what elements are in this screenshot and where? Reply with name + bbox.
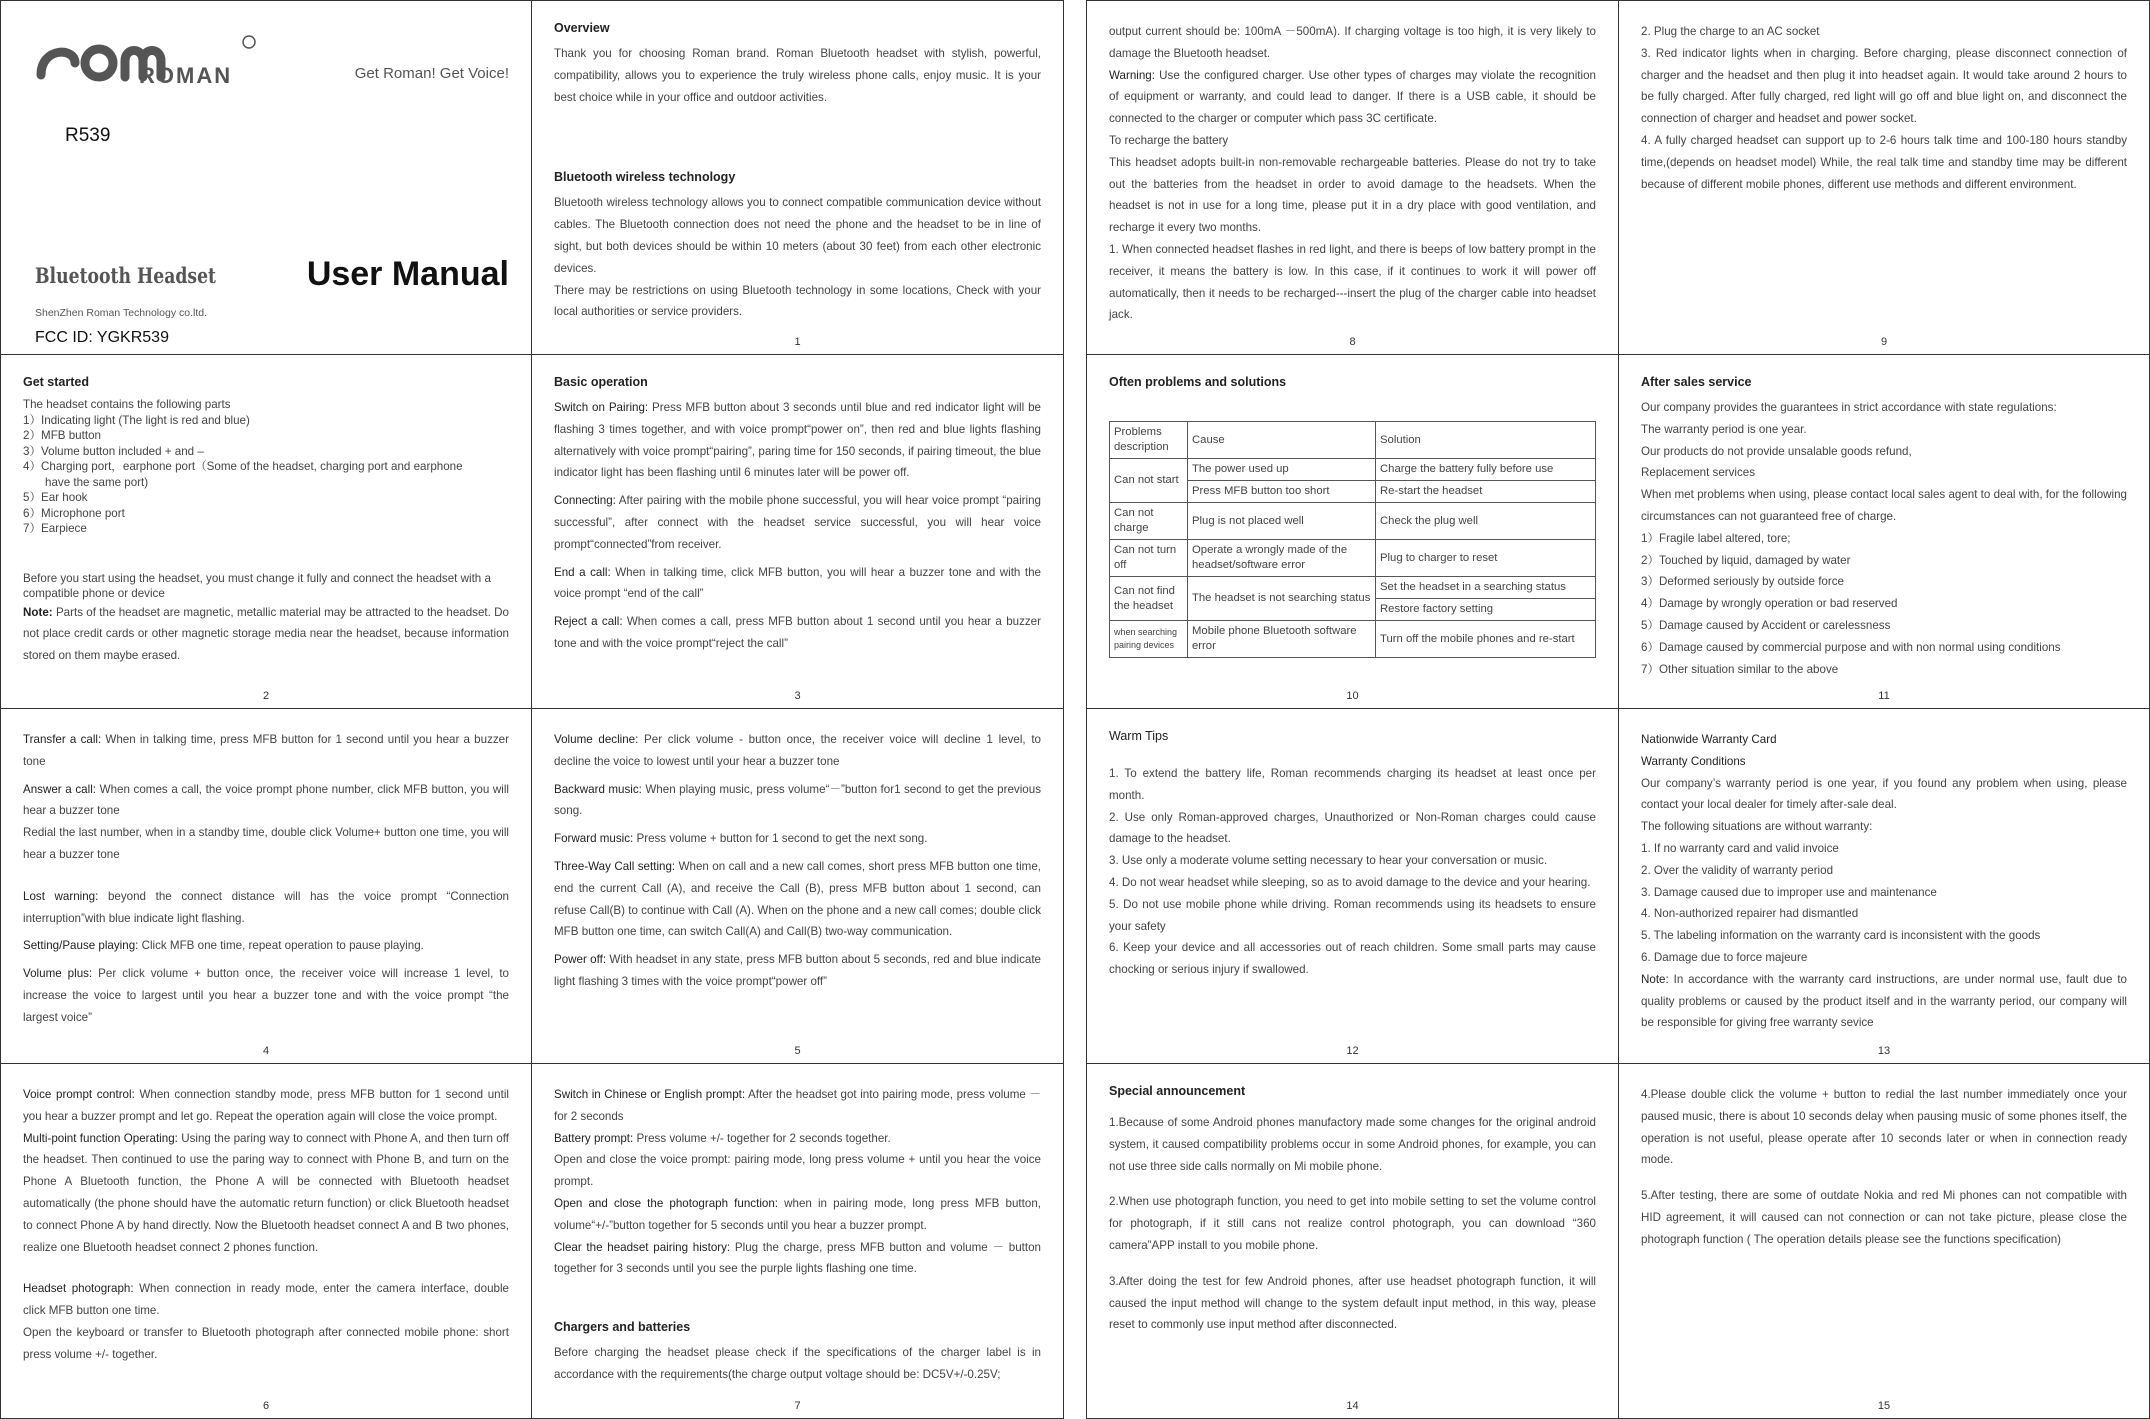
problems-table xyxy=(1109,421,1596,658)
warranty-conditions: Warranty Conditions xyxy=(1641,754,1746,768)
table-cell: Can not find the headset xyxy=(1110,577,1188,621)
label: Volume plus: xyxy=(23,967,93,981)
list-item: 6）Damage caused by commercial purpose and with non normal using conditions xyxy=(1641,640,2061,654)
list-item: 7）Earpiece xyxy=(23,522,87,535)
page-5 xyxy=(531,708,1064,1064)
note-text: In accordance with the warranty card instructions, are under normal use, fault due to quality problems or caused by the product itself and in the warranty period, our company will be responsible for giving free warranty sevice xyxy=(1641,972,2127,1030)
text: Per click volume - button once, the receiver voice will decline 1 level, to decline the voice to lowest until your hear a buzzer tone xyxy=(554,733,1042,768)
text: Press volume +/- together for 2 seconds together. xyxy=(633,1131,891,1145)
volume-plus xyxy=(23,963,509,1028)
service-text: When met problems when using, please contact local sales agent to deal with, for the following circumstances can not guaranteed free of charge. xyxy=(1641,488,2127,523)
list-item: 6. Keep your device and all accessories out of reach children. Some small parts may cause chocking or serious injury if swallowed. xyxy=(1109,941,1596,977)
voice-prompt-toggle: Open and close the voice prompt: pairing mode, long press volume + until you hear the voice prompt. xyxy=(554,1153,1041,1189)
page-number: 2 xyxy=(262,690,270,702)
page-8 xyxy=(1086,0,1619,355)
label: Reject a call: xyxy=(554,615,623,629)
header-cell: Cause xyxy=(1188,422,1376,459)
battery-text: This headset adopts built-in non-removable rechargeable batteries. Please do not try to take out the batteries from the headset in order to avoid damage to the headsets. When the headset is not in use for a long time, please put it in a dry place with good ventilation, and recharge it every two months. xyxy=(1109,155,1596,235)
manual-title: User Manual xyxy=(306,255,509,293)
text: When in talking time, press MFB button for 1 second until you hear a buzzer tone xyxy=(23,733,509,768)
label: Connecting: xyxy=(554,494,616,508)
text: When comes a call, the voice prompt phone number, click MFB button, you will hear a buzzer tone xyxy=(23,782,509,818)
table-cell: Re-start the headset xyxy=(1376,481,1596,503)
page-3 xyxy=(531,354,1064,709)
list-item: 2）Touched by liquid, damaged by water xyxy=(1641,553,1851,567)
list-item: 2）MFB button xyxy=(23,429,101,442)
announcement-2: 2.When use photograph function, you need to get into mobile setting to set the volume control for photograph, if it still cans not realize control photograph, you can download “360 camera”APP install to you mobile phone. xyxy=(1109,1195,1596,1252)
label: End a call: xyxy=(554,565,611,579)
heading-after-sales: After sales service xyxy=(1641,375,1752,389)
table-row xyxy=(1110,621,1596,658)
transfer-a-call xyxy=(23,729,509,773)
table-row xyxy=(1110,540,1596,577)
table-cell: Set the headset in a searching status xyxy=(1376,577,1596,599)
connecting xyxy=(554,490,1041,555)
voice-prompt-control xyxy=(23,1084,509,1128)
announcement-1: 1.Because of some Android phones manufactory made some changes for the original android system, it caused compatibility problems occur in some Android phones, for example, you can not use three side calls normally on Mi mobile phone. xyxy=(1109,1116,1596,1173)
list-item: 5）Ear hook xyxy=(23,491,88,504)
brand-word: ROMAN xyxy=(139,63,233,88)
text: After pairing with the mobile phone successful, you will hear voice prompt “pairing successful”, after connect with the headset service successful, you will hear voice prompt“connected”from receiver. xyxy=(554,494,1041,551)
list-item: 2. Use only Roman-approved charges, Unauthorized or Non-Roman charges could cause damage to the headset. xyxy=(1109,810,1596,846)
list-item: 4. Do not wear headset while sleeping, so as to avoid damage to the device and your hearing. xyxy=(1109,875,1591,889)
text: when in pairing mode, long press MFB button, volume“+/-”button together for 5 seconds until you hear a buzzer prompt. xyxy=(554,1196,1041,1232)
charge-step-4: 4. A fully charged headset can support up to 2-6 hours talk time and 100-180 hours standby time,(depends on headset model) While, the real talk time and standby time may be different because of different mobile phones, different use methods and different environment. xyxy=(1641,133,2127,191)
label: Switch on Pairing: xyxy=(554,401,649,414)
list-item: 6. Damage due to force majeure xyxy=(1641,950,1808,964)
charger-spec-text: output current should be: 100mA －500mA). If charging voltage is too high, it is very likely to damage the Bluetooth headset. xyxy=(1109,25,1596,60)
volume-decline xyxy=(554,729,1041,773)
label: Multi-point function Operating: xyxy=(23,1131,178,1145)
warning-label: Warning: xyxy=(1109,68,1155,82)
list-item: 1. To extend the battery life, Roman recommends charging its headset at least once per month. xyxy=(1109,767,1596,802)
note-paragraph xyxy=(1641,969,2127,1034)
multi-point xyxy=(23,1128,509,1259)
list-item: 1. If no warranty card and valid invoice xyxy=(1641,841,1839,855)
warning-paragraph xyxy=(1109,65,1596,130)
text: Click MFB one time, repeat operation to pause playing. xyxy=(138,939,424,953)
page-number: 3 xyxy=(794,690,801,702)
list-item: 5. Do not use mobile phone while driving. Roman recommends using its headsets to ensure your safety xyxy=(1109,897,1596,933)
table-cell: The power used up xyxy=(1188,459,1376,481)
text: When playing music, press volume“－”button for1 second to get the previous song. xyxy=(554,782,1041,818)
page-13 xyxy=(1618,708,2150,1064)
table-row xyxy=(1110,577,1596,599)
table-cell: when searching pairing devices xyxy=(1110,621,1188,658)
list-item: 1）Fragile label altered, tore; xyxy=(1641,531,1791,545)
end-a-call xyxy=(554,562,1041,606)
setting-pause xyxy=(23,935,509,957)
list-item: 7）Other situation similar to the above xyxy=(1641,662,1839,676)
table-cell: Can not charge xyxy=(1110,503,1188,540)
list-item: 6）Microphone port xyxy=(23,506,125,520)
text: Press MFB button about 3 seconds until blue and red indicator light will be flashing 3 times together, and with voice prompt“power on”, then red and blue lights flashing alternatively with voice prompt“pairing”, paring time for 150 seconds, if pairing timeout, the blue indicator light has been flashing until 6 minutes later will be power off. xyxy=(554,401,1041,480)
power-off xyxy=(554,949,1041,993)
note-label: Note: xyxy=(23,605,53,619)
service-line: Replacement services xyxy=(1641,466,1756,480)
page-number: 6 xyxy=(262,1400,270,1412)
service-line: Our company provides the guarantees in strict accordance with state regulations: xyxy=(1641,401,2057,414)
parts-list xyxy=(23,397,509,537)
page-9 xyxy=(1618,0,2150,355)
table-cell: Plug to charger to reset xyxy=(1376,540,1596,577)
page-7 xyxy=(531,1063,1064,1419)
table-cell: Can not start xyxy=(1110,459,1188,503)
text: After the headset got into pairing mode, press volume －for 2 seconds xyxy=(554,1088,1041,1123)
page-number: 12 xyxy=(1346,1045,1359,1057)
announcement-3: 3.After doing the test for few Android phones, after use headset photograph function, it will caused the input method will change to the system default input method, in this way, please reset to commonly use input method after disconnected. xyxy=(1109,1274,1596,1332)
table-row xyxy=(1110,503,1596,540)
text: When connection in ready mode, enter the camera interface, double click MFB button one time. xyxy=(23,1282,509,1318)
list-item: 4）Damage by wrongly operation or bad reserved xyxy=(1641,597,1898,611)
page-number: 9 xyxy=(1880,336,1888,348)
charge-step-2: 2. Plug the charge to an AC socket xyxy=(1641,25,1820,38)
page-10 xyxy=(1086,354,1619,709)
service-line: The warranty period is one year. xyxy=(1641,422,1807,436)
page-4 xyxy=(0,708,532,1064)
model-number: R539 xyxy=(65,125,111,146)
table-cell: Plug is not placed well xyxy=(1188,503,1376,540)
header-cell: Problems description xyxy=(1110,422,1188,459)
label: Volume decline: xyxy=(554,733,639,746)
header-cell: Solution xyxy=(1376,422,1596,459)
warning-text: Use the configured charger. Use other types of charges may violate the recognition of equipment or warranty, and could lead to danger. If there is a USB cable, it should be connected to the charger or computer which pass 3C certificate. xyxy=(1109,68,1596,126)
page-11 xyxy=(1618,354,2150,709)
page-number: 5 xyxy=(794,1045,801,1057)
page-15 xyxy=(1618,1063,2150,1419)
heading-overview: Overview xyxy=(554,21,610,35)
photograph-text: Open the keyboard or transfer to Bluetooth photograph after connected mobile phone: short press volume +/- together. xyxy=(23,1325,509,1361)
page-1 xyxy=(531,0,1064,355)
note-label: Note: xyxy=(1641,972,1669,986)
fcc-id: FCC ID: YGKR539 xyxy=(35,329,169,346)
page-number: 10 xyxy=(1346,690,1359,702)
page-number: 14 xyxy=(1346,1400,1359,1412)
label: Lost warning: xyxy=(23,889,99,903)
page-2 xyxy=(0,354,532,709)
label: Three-Way Call setting: xyxy=(554,859,676,873)
label: Forward music: xyxy=(554,832,634,846)
text: beyond the connect distance will has the voice prompt “Connection interruption”with blue indicate light flashing. xyxy=(23,889,509,925)
label: Clear the headset pairing history: xyxy=(554,1240,731,1254)
heading-get-started: Get started xyxy=(23,375,89,389)
overview-text: Thank you for choosing Roman brand. Roman Bluetooth headset with stylish, powerful, compatibility, allows you to experience the truly wireless phone calls, enjoy music. It is your best choice while in your office and outdoor activities. xyxy=(554,47,1041,104)
warranty-card-title: Nationwide Warranty Card xyxy=(1641,733,1777,746)
redial-text: Redial the last number, when in a standby time, double click Volume+ button one time, you will hear a buzzer tone xyxy=(23,826,509,861)
table-cell: Mobile phone Bluetooth software error xyxy=(1188,621,1376,658)
battery-prompt xyxy=(554,1128,1041,1150)
text: Press volume + button for 1 second to get the next song. xyxy=(633,832,928,846)
headset-photograph xyxy=(23,1278,509,1322)
backward-music xyxy=(554,779,1041,823)
list-item: 3）Volume button included + and – xyxy=(23,444,204,458)
company-name: ShenZhen Roman Technology co.ltd. xyxy=(35,307,207,319)
list-item: 4. Non-authorized repairer had dismantled xyxy=(1641,907,1859,921)
bluetooth-restrictions: There may be restrictions on using Bluetooth technology in some locations, Check with your local authorities or service providers. xyxy=(554,283,1041,319)
table-cell: Press MFB button too short xyxy=(1188,481,1376,503)
page-number: 11 xyxy=(1878,690,1890,702)
product-name: Bluetooth Headset xyxy=(35,263,217,288)
photograph-toggle xyxy=(554,1193,1041,1237)
bluetooth-text: Bluetooth wireless technology allows you to connect compatible communication device without cables. The Bluetooth connection does not need the phone and the headset to be in line of sight, but both devices should be within 10 meters (about 30 feet) from each other electronic devices. xyxy=(554,196,1041,275)
slogan: Get Roman! Get Voice! xyxy=(354,65,509,82)
page-number: 1 xyxy=(794,336,801,348)
label: Open and close the photograph function: xyxy=(554,1196,779,1210)
table-cell: Turn off the mobile phones and re-start xyxy=(1376,621,1596,658)
list-item: have the same port) xyxy=(45,475,149,489)
heading-special: Special announcement xyxy=(1109,1084,1246,1098)
table-cell: Operate a wrongly made of the headset/software error xyxy=(1188,540,1376,577)
text: With headset in any state, press MFB button about 5 seconds, red and blue indicate light flashing 3 times with the voice prompt“power off” xyxy=(554,953,1041,988)
table-cell: Can not turn off xyxy=(1110,540,1188,577)
without-warranty: The following situations are without warranty: xyxy=(1641,820,1873,834)
label: Answer a call: xyxy=(23,782,96,796)
list-item: 3. Damage caused due to improper use and maintenance xyxy=(1641,885,1937,899)
forward-music xyxy=(554,828,1041,850)
list-item: 5. The labeling information on the warranty card is inconsistent with the goods xyxy=(1641,929,2041,943)
recharge-heading: To recharge the battery xyxy=(1109,133,1229,147)
page-number: 4 xyxy=(262,1045,270,1057)
page-number: 8 xyxy=(1349,336,1356,348)
low-battery-text: 1. When connected headset flashes in red light, and there is beeps of low battery prompt in the receiver, it means the battery is low. In this case, if it continues to work it will power off automatically, then it needs to be recharged---insert the plug of the charger cable into headset jack. xyxy=(1109,242,1596,322)
text: When on call and a new call comes, short press MFB button one time, end the current Call (A), and receive the Call (B), press MFB button about 1 second, can refuse Call(B) to continue with Call (A). When on the phone and a new call comes; double click MFB button one time, can switch Call(A) and Call(B) two-way communication. xyxy=(554,859,1041,939)
page-number: 7 xyxy=(794,1400,801,1412)
label: Power off: xyxy=(554,953,607,967)
page-14 xyxy=(1086,1063,1619,1419)
clear-pairing xyxy=(554,1237,1041,1281)
answer-a-call xyxy=(23,779,509,823)
note-text: Parts of the headset are magnetic, metallic material may be attracted to the headset. Do not place credit cards or other magnetic storage media near the headset, because information stored on them maybe erased. xyxy=(23,605,509,663)
note-paragraph xyxy=(23,602,509,667)
roman-logo xyxy=(35,33,265,89)
text: When connection standby mode, press MFB button for 1 second until you hear a buzzer prompt and let go. Repeat the operation again will close the voice prompt. xyxy=(23,1088,509,1123)
three-way-call xyxy=(554,856,1041,943)
table-cell: Charge the battery fully before use xyxy=(1376,459,1596,481)
heading-chargers: Chargers and batteries xyxy=(554,1320,691,1335)
list-item: 5）Damage caused by Accident or carelessness xyxy=(1641,618,1891,632)
warranty-text: Our company’s warranty period is one year, if you found any problem when using, please contact your local dealer for timely after-sale deal. xyxy=(1641,776,2127,812)
label: Switch in Chinese or English prompt: xyxy=(554,1088,746,1101)
before-start-text: Before you start using the headset, you must change it fully and connect the headset with a compatible phone or device xyxy=(23,571,491,600)
switch-language xyxy=(554,1084,1041,1128)
text: Using the paring way to connect with Phone A, and then turn off the headset. Then continued to use the paring way to connect with Phone B, and turn on the Phone A Bluetooth function, the Phone A will be connected with Bluetooth headset automatically (the phone should have the automatic return function) or click Bluetooth headset to connect Phone A by hand directly. Now the Bluetooth headset connect A and B two phones, realize one Bluetooth headset connect 2 phones function. xyxy=(23,1131,509,1254)
charge-step-3: 3. Red indicator lights when in charging. Before charging, please disconnect connection of charger and the headset and then plug it into headset again. It would take around 2 hours to be fully charged. After fully charged, red light will go off and blue light on, and disconnect the connection of charger and headset and power socket. xyxy=(1641,46,2127,126)
label: Setting/Pause playing: xyxy=(23,939,139,953)
list-item: 3. Use only a moderate volume setting necessary to hear your conversation or music. xyxy=(1109,854,1548,868)
page-number: 13 xyxy=(1877,1045,1891,1057)
text: When comes a call, press MFB button about 1 second until you hear a buzzer tone and with the voice prompt“reject the call” xyxy=(554,615,1041,650)
heading-problems: Often problems and solutions xyxy=(1109,375,1287,389)
list-item: 1）Indicating light (The light is red and blue) xyxy=(23,413,250,427)
label: Headset photograph: xyxy=(23,1282,134,1296)
lost-warning xyxy=(23,886,509,930)
table-row xyxy=(1110,459,1596,481)
text: Per click volume + button once, the receiver voice will increase 1 level, to increase the voice to largest until you hear a buzzer tone and with the voice prompt “the largest voice” xyxy=(23,967,509,1024)
heading-basic-operation: Basic operation xyxy=(554,375,648,389)
label: Battery prompt: xyxy=(554,1131,634,1145)
page-6 xyxy=(0,1063,532,1419)
list-item: 3）Deformed seriously by outside force xyxy=(1641,575,1844,589)
reject-a-call xyxy=(554,611,1041,655)
chargers-text: Before charging the headset please check if the specifications of the charger label is in accordance with the requirements(the charge output voltage should be: DC5V+/-0.25V; xyxy=(554,1346,1041,1381)
page-12 xyxy=(1086,708,1619,1064)
heading-warm-tips: Warm Tips xyxy=(1109,729,1169,743)
page-number: 15 xyxy=(1877,1400,1891,1412)
parts-intro: The headset contains the following parts xyxy=(23,398,231,411)
text: When in talking time, click MFB button, you will hear a buzzer tone and with the voice prompt “end of the call” xyxy=(554,565,1042,601)
table-cell: Restore factory setting xyxy=(1376,599,1596,621)
page-cover xyxy=(0,0,532,355)
table-header-row xyxy=(1110,422,1596,459)
label: Voice prompt control: xyxy=(23,1088,135,1101)
announcement-4: 4.Please double click the volume + button to redial the last number immediately once your paused music, there is about 10 seconds delay when pausing music of some phones itself, the operation is not useful, please operate after 10 seconds later or when in connection ready mode. xyxy=(1641,1088,2127,1167)
service-line: Our products do not provide unsalable goods refund, xyxy=(1641,444,1912,458)
announcement-5: 5.After testing, there are some of outdate Nokia and red Mi phones can not compatible with HID agreement, it will caused can not connection or can not take picture, please close the photograph function ( The operation details please see the functions specification) xyxy=(1641,1189,2127,1246)
table-cell: Check the plug well xyxy=(1376,503,1596,540)
switch-on-pairing xyxy=(554,397,1041,484)
list-item: 2. Over the validity of warranty period xyxy=(1641,863,1834,877)
label: Transfer a call: xyxy=(23,733,102,746)
list-item: 4）Charging port，earphone port（Some of the headset, charging port and earphone xyxy=(23,460,463,473)
label: Backward music: xyxy=(554,782,642,796)
text: Plug the charge, press MFB button and volume － button together for 3 seconds until you see the purple lights flashing one time. xyxy=(554,1240,1041,1276)
heading-bluetooth: Bluetooth wireless technology xyxy=(554,170,736,185)
table-cell: The headset is not searching status xyxy=(1188,577,1376,621)
